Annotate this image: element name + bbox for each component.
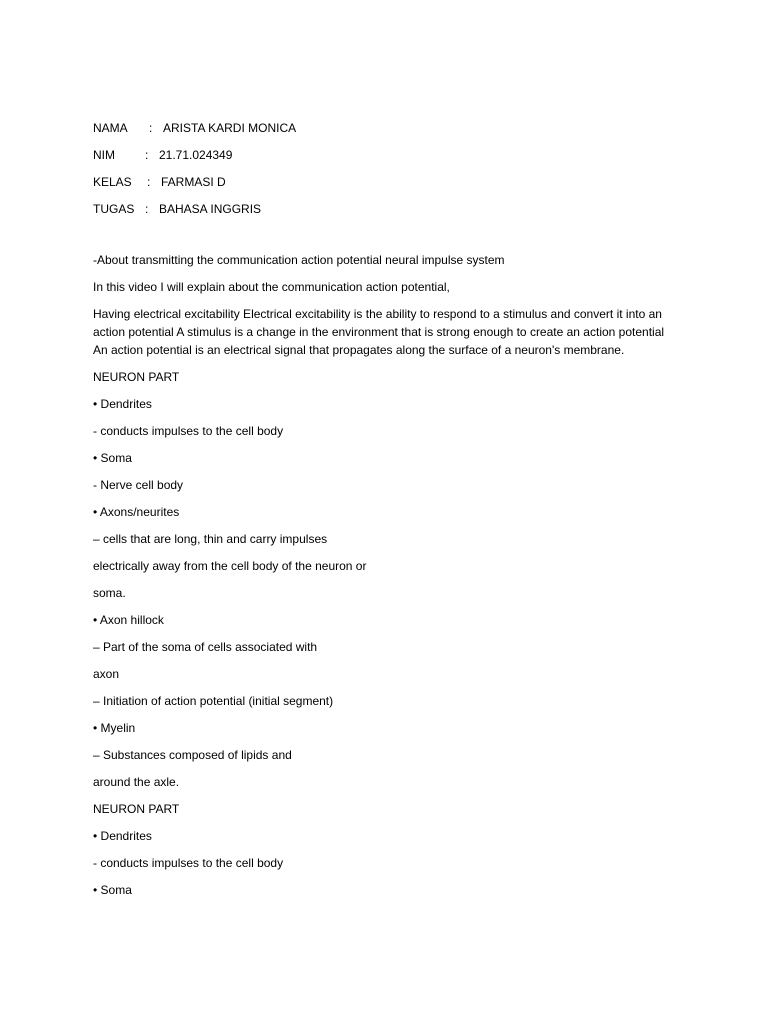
text-line: axon — [93, 667, 120, 681]
text-line: – Initiation of action potential (initial segment) — [93, 694, 334, 708]
document-body — [93, 251, 673, 908]
intro-line: In this video I will explain about the communication action potential, — [93, 280, 450, 294]
text-line: • Soma — [93, 451, 132, 465]
text-line: • Soma — [93, 883, 132, 897]
info-value: 21.71.024349 — [159, 147, 233, 162]
text-line: - Nerve cell body — [93, 478, 184, 492]
document-title: -About transmitting the communication action potential neural impulse system — [93, 253, 505, 267]
text-line: - conducts impulses to the cell body — [93, 856, 284, 870]
text-line: • Dendrites — [93, 397, 152, 411]
info-separator: : — [149, 120, 153, 135]
info-label: TUGAS — [93, 201, 135, 216]
info-label: KELAS — [93, 174, 132, 189]
info-row-name — [93, 114, 296, 141]
text-line: - conducts impulses to the cell body — [93, 424, 284, 438]
info-value: FARMASI D — [161, 174, 226, 189]
info-row-class — [93, 168, 296, 195]
text-line: • Axon hillock — [93, 613, 164, 627]
info-label: NAMA — [93, 120, 128, 135]
text-line: around the axle. — [93, 775, 180, 789]
text-line: NEURON PART — [93, 370, 180, 384]
text-line: • Axons/neurites — [93, 505, 180, 519]
info-separator: : — [145, 201, 149, 216]
info-row-nim — [93, 141, 296, 168]
main-paragraph: Having electrical excitability Electrical excitability is the ability to respond to a stimulus and convert it into an action potential A stimulus is a change in the environment that is strong enough to create an action potential An action potential is an electrical signal that propagates along the surface of a neuron's membrane. — [93, 307, 665, 357]
info-value: ARISTA KARDI MONICA — [163, 120, 297, 135]
text-line: • Dendrites — [93, 829, 152, 843]
info-value: BAHASA INGGRIS — [159, 201, 262, 216]
info-label: NIM — [93, 147, 115, 162]
text-line: – Part of the soma of cells associated with — [93, 640, 318, 654]
info-separator: : — [147, 174, 151, 189]
student-info-header — [93, 114, 296, 222]
text-line: – cells that are long, thin and carry impulses — [93, 532, 328, 546]
text-line: – Substances composed of lipids and — [93, 748, 292, 762]
info-row-task — [93, 195, 296, 222]
text-line: NEURON PART — [93, 802, 180, 816]
text-line: electrically away from the cell body of the neuron or — [93, 559, 367, 573]
text-line: • Myelin — [93, 721, 136, 735]
text-line: soma. — [93, 586, 126, 600]
info-separator: : — [145, 147, 149, 162]
